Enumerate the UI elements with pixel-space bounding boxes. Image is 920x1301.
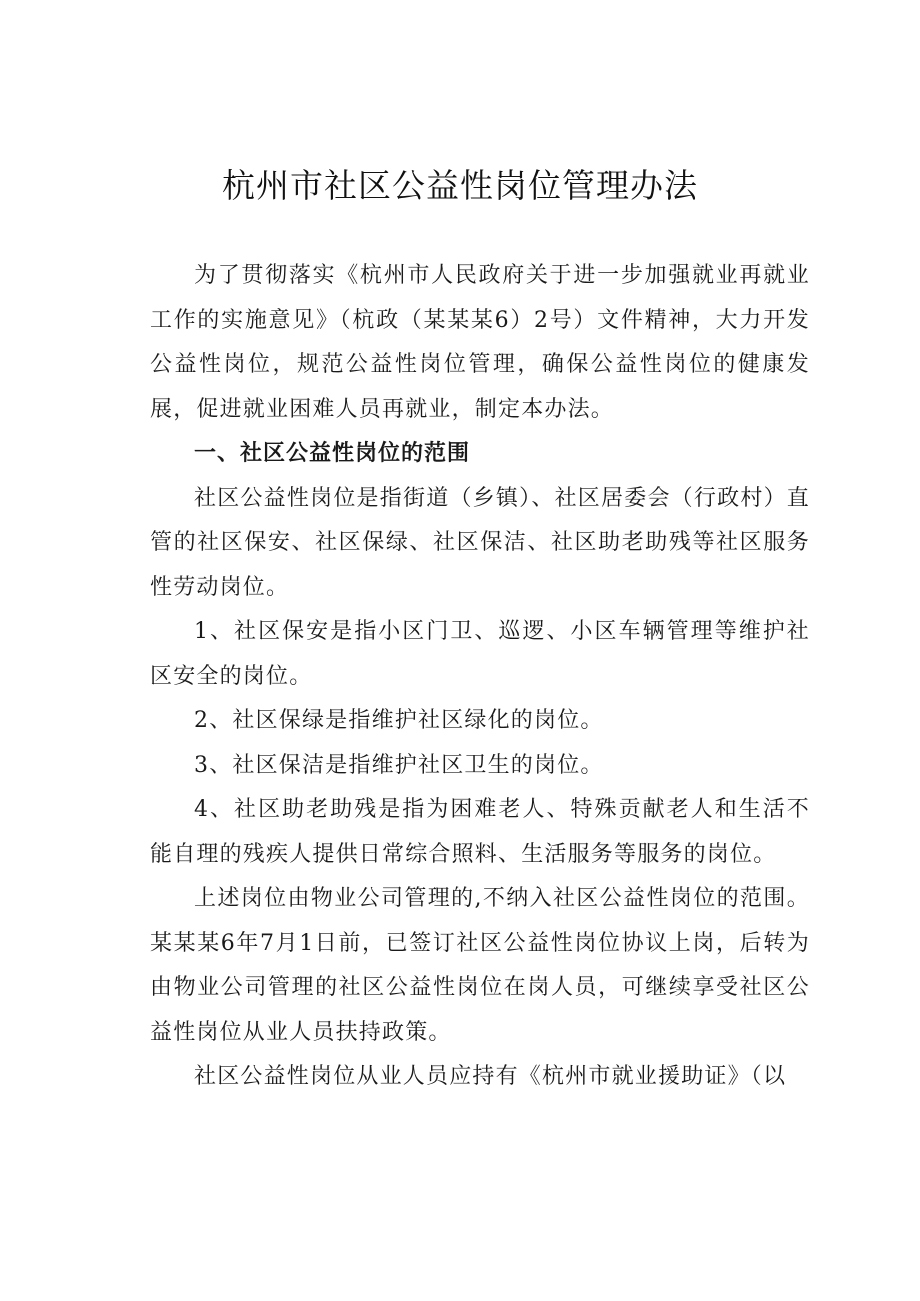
list-item-elderly-care: 4、社区助老助残是指为困难老人、特殊贡献老人和生活不能自理的残疾人提供日常综合照料、生活服务等服务的岗位。 — [150, 797, 810, 867]
preamble-paragraph: 为了贯彻落实《杭州市人民政府关于进一步加强就业再就业工作的实施意见》（杭政（某某某6）2号）文件精神，大力开发公益性岗位，规范公益性岗位管理，确保公益性岗位的健康发展，促进就业困难人员再就业，制定本办法。 — [150, 263, 810, 422]
list-item-security: 1、社区保安是指小区门卫、巡逻、小区车辆管理等维护社区安全的岗位。 — [150, 619, 810, 689]
tail-paragraph: 社区公益性岗位从业人员应持有《杭州市就业援助证》（以 — [194, 1064, 787, 1089]
list-item-cleaning: 3、社区保洁是指维护社区卫生的岗位。 — [194, 752, 604, 778]
document-title: 杭州市社区公益性岗位管理办法 — [222, 166, 698, 205]
note-paragraph: 上述岗位由物业公司管理的,不纳入社区公益性岗位的范围。某某某6年7月1日前，已签订社区公益性岗位协议上岗，后转为由物业公司管理的社区公益性岗位在岗人员，可继续享受社区公益性岗位从业人员扶持政策。 — [150, 886, 810, 1045]
section-intro-paragraph: 社区公益性岗位是指街道（乡镇）、社区居委会（行政村）直管的社区保安、社区保绿、社区保洁、社区助老助残等社区服务性劳动岗位。 — [150, 485, 810, 600]
document-body — [150, 254, 810, 1100]
list-item-greening: 2、社区保绿是指维护社区绿化的岗位。 — [194, 708, 604, 733]
section-heading: 一、社区公益性岗位的范围 — [194, 441, 471, 466]
